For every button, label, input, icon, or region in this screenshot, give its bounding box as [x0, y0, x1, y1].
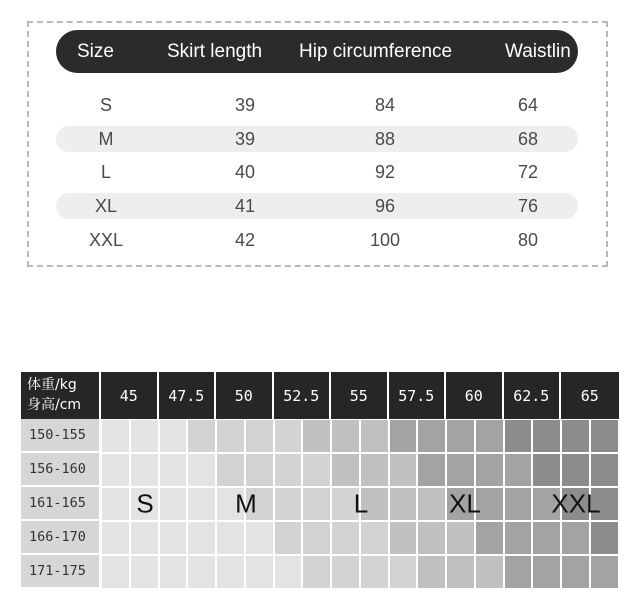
height-header-2: 161-165 — [21, 487, 101, 521]
row-hip: 88 — [374, 129, 396, 149]
grid-cell — [389, 555, 418, 589]
grid-cell — [504, 419, 533, 453]
row-hip: 100 — [369, 230, 401, 250]
weight-header-0: 45 — [101, 372, 159, 419]
row-waist: 68 — [517, 129, 539, 149]
grid-cell — [274, 521, 303, 555]
header-skirt-length: Skirt length — [167, 41, 263, 62]
grid-cell — [360, 555, 389, 589]
grid-cell — [446, 453, 475, 487]
grid-cell — [389, 521, 418, 555]
row-hip: 92 — [374, 162, 396, 182]
row-skirt-length: 39 — [234, 95, 256, 115]
grid-cell — [187, 487, 216, 521]
grid-cell — [130, 419, 159, 453]
grid-cell — [475, 453, 504, 487]
row-size: XXL — [88, 230, 124, 250]
grid-cell — [475, 419, 504, 453]
grid-cell — [187, 453, 216, 487]
grid-cell — [417, 487, 446, 521]
grid-cell — [302, 419, 331, 453]
weight-header-7: 62.5 — [504, 372, 562, 419]
grid-cell — [302, 453, 331, 487]
grid-cell — [302, 555, 331, 589]
header-size: Size — [77, 41, 114, 62]
grid-cell — [159, 555, 188, 589]
grid-cell — [532, 419, 561, 453]
grid-cell — [159, 521, 188, 555]
grid-cell — [302, 521, 331, 555]
grid-cell — [389, 419, 418, 453]
grid-cell — [101, 555, 130, 589]
corner-weight-label: 体重/kg — [27, 377, 77, 393]
grid-cell — [216, 521, 245, 555]
grid-cell — [331, 419, 360, 453]
weight-height-size-chart — [21, 372, 618, 590]
row-skirt-length: 39 — [234, 129, 256, 149]
grid-cell — [504, 521, 533, 555]
grid-cell — [360, 419, 389, 453]
grid-cell — [274, 453, 303, 487]
grid-cell — [187, 521, 216, 555]
grid-cell — [417, 453, 446, 487]
size-label-s: S — [136, 488, 154, 519]
grid-cell — [274, 487, 303, 521]
row-size: L — [100, 162, 112, 182]
header-waistline: Waistlin — [505, 41, 571, 62]
grid-cell — [101, 521, 130, 555]
grid-cell — [561, 453, 590, 487]
grid-cell — [417, 555, 446, 589]
grid-cell — [274, 419, 303, 453]
grid-cell — [446, 521, 475, 555]
size-label-xxl: XXL — [551, 488, 601, 519]
row-skirt-length: 41 — [234, 196, 256, 216]
grid-cell — [532, 555, 561, 589]
grid-cell — [504, 487, 533, 521]
grid-cell — [101, 487, 130, 521]
row-hip: 96 — [374, 196, 396, 216]
weight-header-6: 60 — [446, 372, 504, 419]
size-table-header — [56, 30, 578, 73]
corner-height-label: 身高/cm — [27, 397, 82, 413]
grid-cell — [187, 419, 216, 453]
height-header-4: 171-175 — [21, 555, 101, 589]
row-size: S — [99, 95, 113, 115]
grid-cell — [446, 555, 475, 589]
grid-cell — [216, 419, 245, 453]
size-row-l — [56, 159, 578, 185]
size-label-m: M — [235, 488, 257, 519]
grid-cell — [101, 453, 130, 487]
row-waist: 76 — [517, 196, 539, 216]
grid-cell — [532, 521, 561, 555]
grid-cell — [590, 521, 619, 555]
grid-cell — [504, 555, 533, 589]
size-label-xl: XL — [449, 488, 481, 519]
grid-cell — [590, 419, 619, 453]
grid-cell — [274, 555, 303, 589]
grid-cell — [130, 521, 159, 555]
size-row-xxl — [56, 227, 578, 253]
size-row-s — [56, 92, 578, 118]
grid-cell — [475, 555, 504, 589]
grid-cell — [561, 521, 590, 555]
grid-cell — [590, 555, 619, 589]
grid-cell — [389, 487, 418, 521]
grid-cell — [130, 453, 159, 487]
grid-cell — [331, 521, 360, 555]
row-size: M — [98, 129, 114, 149]
grid-cell — [159, 487, 188, 521]
grid-cell — [245, 521, 274, 555]
grid-cell — [360, 453, 389, 487]
height-header-0: 150-155 — [21, 419, 101, 453]
grid-cell — [561, 555, 590, 589]
grid-cell — [561, 419, 590, 453]
grid-cell — [389, 453, 418, 487]
grid-cell — [417, 521, 446, 555]
grid-cell — [245, 419, 274, 453]
grid-cell — [417, 419, 446, 453]
weight-header-1: 47.5 — [159, 372, 217, 419]
grid-cell — [331, 453, 360, 487]
height-header-1: 156-160 — [21, 453, 101, 487]
row-waist: 72 — [517, 162, 539, 182]
size-label-l: L — [353, 488, 369, 519]
weight-header-4: 55 — [331, 372, 389, 419]
weight-header-8: 65 — [561, 372, 619, 419]
row-waist: 80 — [517, 230, 539, 250]
weight-header-5: 57.5 — [389, 372, 447, 419]
row-skirt-length: 42 — [234, 230, 256, 250]
grid-cell — [302, 487, 331, 521]
weight-header-2: 50 — [216, 372, 274, 419]
grid-cell — [475, 521, 504, 555]
height-header-3: 166-170 — [21, 521, 101, 555]
grid-cell — [331, 555, 360, 589]
size-row-xl — [56, 193, 578, 219]
grid-cell — [504, 453, 533, 487]
grid-cell — [159, 453, 188, 487]
weight-header-3: 52.5 — [274, 372, 332, 419]
grid-cell — [216, 453, 245, 487]
grid-cell — [245, 555, 274, 589]
grid-cell — [446, 419, 475, 453]
grid-corner-header — [21, 372, 101, 419]
grid-cell — [216, 555, 245, 589]
row-size: XL — [94, 196, 118, 216]
row-hip: 84 — [374, 95, 396, 115]
grid-cell — [187, 555, 216, 589]
grid-cell — [101, 419, 130, 453]
grid-cell — [360, 521, 389, 555]
row-waist: 64 — [517, 95, 539, 115]
grid-cell — [159, 419, 188, 453]
grid-cell — [532, 453, 561, 487]
grid-cell — [130, 555, 159, 589]
grid-cell — [245, 453, 274, 487]
row-skirt-length: 40 — [234, 162, 256, 182]
size-row-m — [56, 126, 578, 152]
grid-cell — [590, 453, 619, 487]
header-hip-circumference: Hip circumference — [299, 41, 453, 62]
